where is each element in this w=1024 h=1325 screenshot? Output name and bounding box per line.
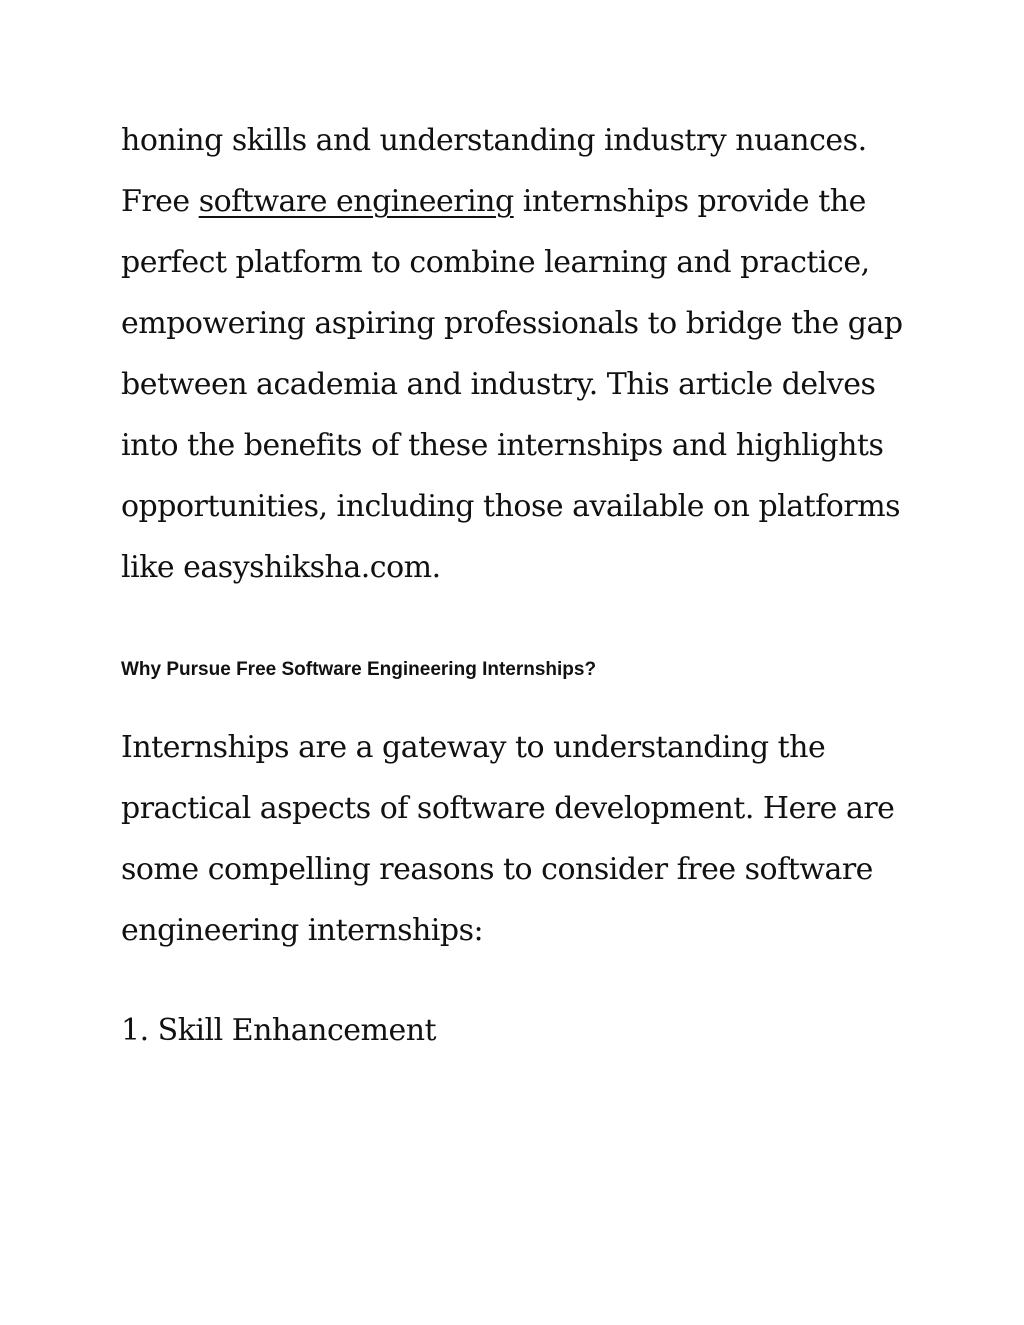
- intro-paragraph: [121, 110, 903, 598]
- intro-line-8: like easyshiksha.com.: [121, 550, 441, 585]
- section-paragraph: [121, 717, 894, 961]
- intro-line-1: honing skills and understanding industry nuances.: [121, 123, 867, 158]
- section-line-4: engineering internships:: [121, 913, 484, 948]
- intro-line-3: perfect platform to combine learning and practice,: [121, 245, 870, 280]
- list-item-skill-enhancement: 1. Skill Enhancement: [121, 1013, 437, 1048]
- software-engineering-link[interactable]: software engineering: [198, 184, 514, 219]
- section-line-2: practical aspects of software development. Here are: [121, 791, 895, 826]
- intro-line-5: between academia and industry. This article delves: [121, 367, 876, 402]
- section-heading: Why Pursue Free Software Engineering Internships?: [121, 659, 597, 680]
- intro-line-7: opportunities, including those available on platforms: [121, 489, 901, 524]
- intro-line-2-after: internships provide the: [513, 184, 866, 219]
- intro-line-2-before: Free: [121, 184, 199, 219]
- intro-line-6: into the benefits of these internships and highlights: [121, 428, 884, 463]
- intro-line-2: [121, 171, 903, 232]
- section-line-3: some compelling reasons to consider free software: [121, 852, 873, 887]
- intro-line-4: empowering aspiring professionals to bridge the gap: [121, 306, 903, 341]
- section-line-1: Internships are a gateway to understanding the: [121, 730, 826, 765]
